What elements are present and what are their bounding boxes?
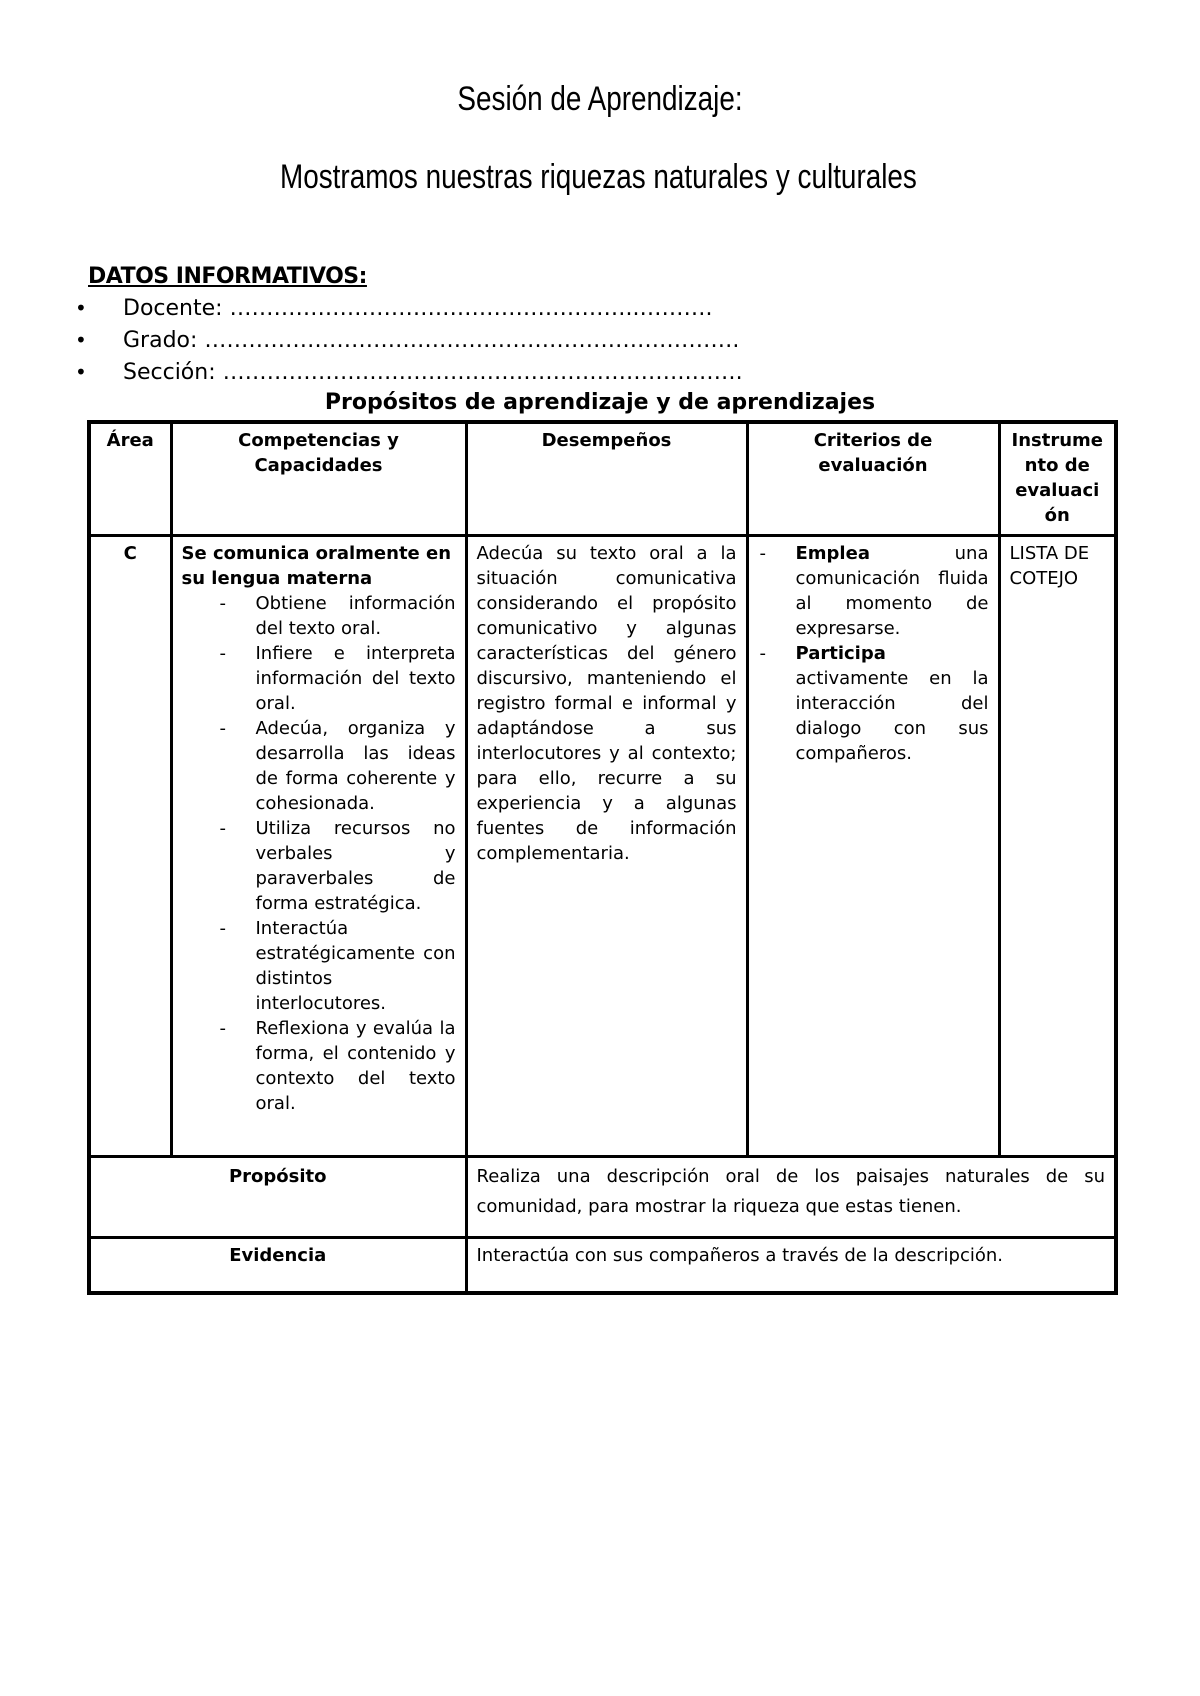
header-area: Área bbox=[89, 422, 171, 536]
bullet: • bbox=[75, 360, 87, 384]
session-title: Sesión de Aprendizaje: bbox=[457, 80, 743, 118]
list-item: - Participa activamente en la interacción del dialogo con sus compañeros. bbox=[759, 643, 989, 764]
info-seccion bbox=[75, 360, 743, 385]
table-row bbox=[89, 536, 1116, 1157]
table-title: Propósitos de aprendizaje y de aprendizajes bbox=[324, 390, 876, 415]
bullet: • bbox=[75, 328, 87, 352]
list-item: - Reflexiona y evalúa la forma, el contenido y contexto del texto oral. bbox=[219, 1018, 456, 1114]
table-row bbox=[89, 1238, 1116, 1294]
header-desempenos: Desempeños bbox=[466, 422, 747, 536]
area-cell: C bbox=[89, 536, 171, 1157]
proposito-text: Realiza una descripción oral de los paisajes naturales de su comunidad, para mostrar la riqueza que estas tienen. bbox=[466, 1157, 1116, 1238]
evidencia-text: Interactúa con sus compañeros a través de la descripción. bbox=[466, 1238, 1116, 1294]
header-competencias: Competencias y Capacidades bbox=[171, 422, 466, 536]
list-item: - Infiere e interpreta información del texto oral. bbox=[219, 643, 456, 714]
info-docente-text: Docente: ………………………………………………..………. bbox=[123, 296, 713, 321]
table-header-row bbox=[89, 422, 1116, 536]
criterios-list bbox=[720, 541, 989, 766]
desempeno-cell: Adecúa su texto oral a la situación comunicativa considerando el propósito comunicativo y algunas características del género discursivo, manteniendo el registro formal e informal y adaptándose a sus interlocutores y al contexto; para ello, recurre a su experiencia y a algunas fuentes de información complementaria. bbox=[466, 536, 747, 1157]
info-grado bbox=[75, 328, 739, 353]
header-criterios: Criterios de evaluación bbox=[747, 422, 999, 536]
learning-purposes-table bbox=[87, 420, 1118, 1295]
info-docente bbox=[75, 296, 713, 321]
proposito-label: Propósito bbox=[89, 1157, 466, 1238]
criterios-cell bbox=[747, 536, 999, 1157]
competencia-title: Se comunica oralmente en su lengua materna bbox=[181, 543, 452, 589]
list-item: - Emplea una comunicación fluida al momento de expresarse. bbox=[759, 543, 989, 639]
competencias-cell bbox=[171, 536, 466, 1157]
capacidades-list bbox=[182, 591, 456, 1116]
instrumento-cell: LISTA DE COTEJO bbox=[999, 536, 1116, 1157]
bullet: • bbox=[75, 296, 87, 320]
list-item: - Utiliza recursos no verbales y paraverbales de forma estratégica. bbox=[219, 818, 456, 914]
datos-heading: DATOS INFORMATIVOS: bbox=[88, 264, 367, 289]
info-seccion-text: Sección: ……………………………………………………….……. bbox=[123, 360, 743, 385]
list-item: - Obtiene información del texto oral. bbox=[219, 593, 456, 639]
session-subtitle: Mostramos nuestras riquezas naturales y culturales bbox=[280, 158, 917, 196]
header-instrumento: Instrume nto de evaluaci ón bbox=[999, 422, 1116, 536]
list-item: - Interactúa estratégicamente con distintos interlocutores. bbox=[219, 918, 456, 1014]
info-grado-text: Grado: ………………………………………………………………. bbox=[123, 328, 740, 353]
list-item: - Adecúa, organiza y desarrolla las ideas de forma coherente y cohesionada. bbox=[219, 718, 456, 814]
evidencia-label: Evidencia bbox=[89, 1238, 466, 1294]
table-row bbox=[89, 1157, 1116, 1238]
